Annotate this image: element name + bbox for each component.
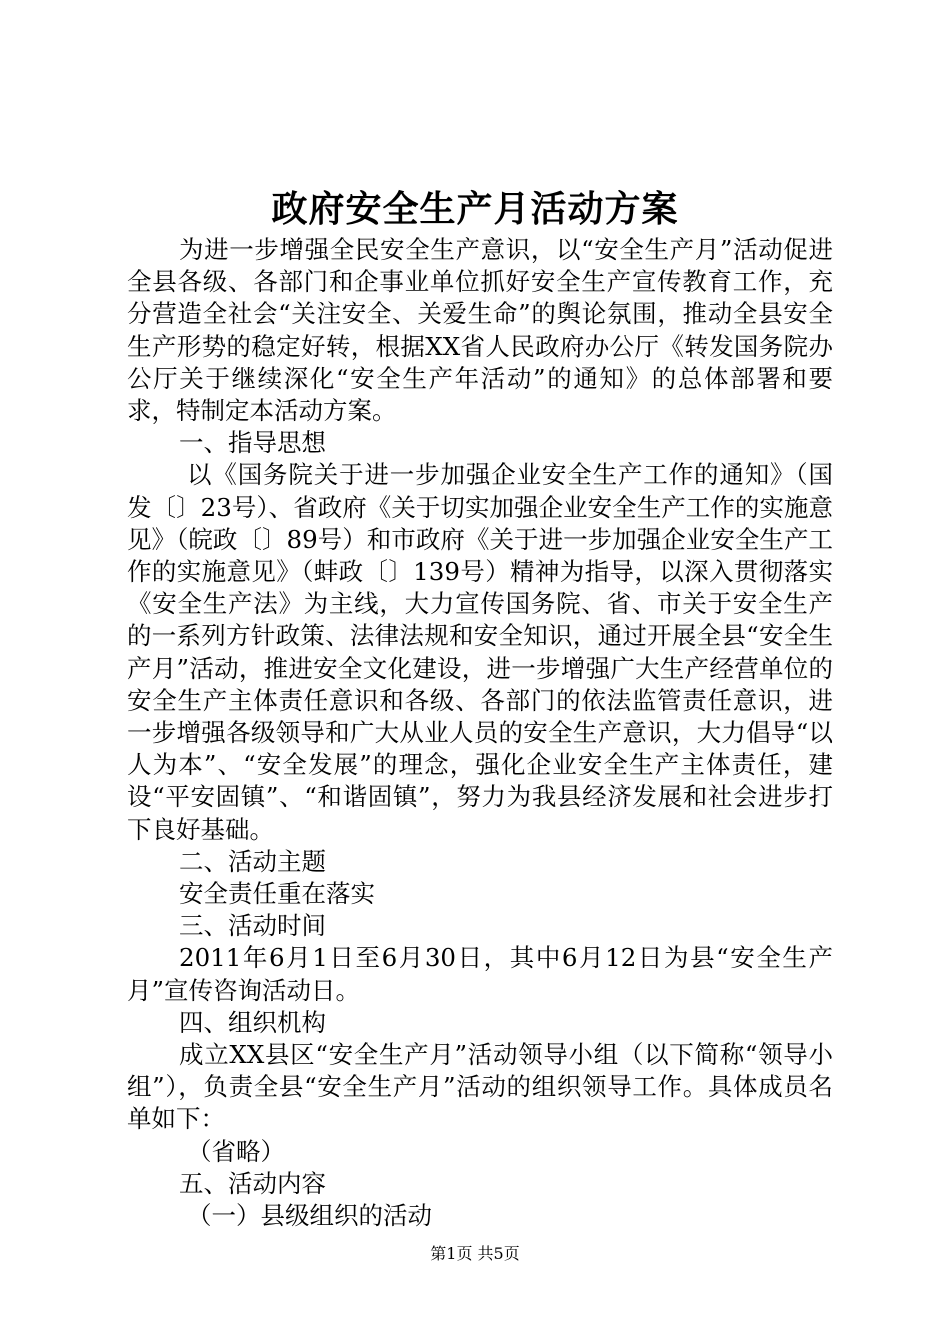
section-heading-guiding-ideology: 一、指导思想 (179, 428, 326, 458)
organization-paragraph: 成立XX县区“安全生产月”活动领导小组（以下简称“领导小组”），负责全县“安全生产月”活动的组织领导工作。具体成员名单如下： (127, 1040, 833, 1134)
activity-time-paragraph: 2011年6月1日至6月30日，其中6月12日为县“安全生产月”宣传咨询活动日。 (127, 943, 833, 1005)
section-heading-activity-content: 五、活动内容 (179, 1168, 326, 1198)
guiding-ideology-paragraph: 以《国务院关于进一步加强企业安全生产工作的通知》（国发〔〕23号）、省政府《关于切实加强企业安全生产工作的实施意见》（皖政〔〕89号）和市政府《关于进一步加强企业安全生产工作的实施意见》（蚌政〔〕139号）精神为指导，以深入贯彻落实《安全生产法》为主线，大力宣传国务院、省、市关于安全生产的一系列方针政策、法律法规和安全知识，通过开展全县“安全生产月”活动，推进安全文化建设，进一步增强广大生产经营单位的安全生产主体责任意识和各级、各部门的依法监管责任意识，进一步增强各级领导和广大从业人员的安全生产意识，大力倡导“以人为本”、“安全发展”的理念，强化企业安全生产主体责任，建设“平安固镇”、“和谐固镇”，努力为我县经济发展和社会进步打下良好基础。 (127, 460, 833, 844)
intro-paragraph: 为进一步增强全民安全生产意识，以“安全生产月”活动促进全县各级、各部门和企事业单位抓好安全生产宣传教育工作，充分营造全社会“关注安全、关爱生命”的舆论氛围，推动全县安全生产形势的稳定好转，根据XX省人民政府办公厅《转发国务院办公厅关于继续深化“安全生产年活动”的通知》的总体部署和要求，特制定本活动方案。 (127, 235, 833, 426)
section-heading-activity-theme: 二、活动主题 (179, 846, 326, 876)
page-title: 政府安全生产月活动方案 (271, 188, 679, 230)
subsection-heading-county-activities: （一）县级组织的活动 (187, 1201, 432, 1231)
section-heading-organization: 四、组织机构 (179, 1007, 326, 1037)
section-heading-activity-time: 三、活动时间 (179, 911, 326, 941)
document-body (127, 234, 833, 1232)
activity-theme-text: 安全责任重在落实 (179, 879, 375, 909)
page-footer: 第1页 共5页 (430, 1244, 520, 1263)
omitted-note: （省略） (187, 1136, 285, 1166)
